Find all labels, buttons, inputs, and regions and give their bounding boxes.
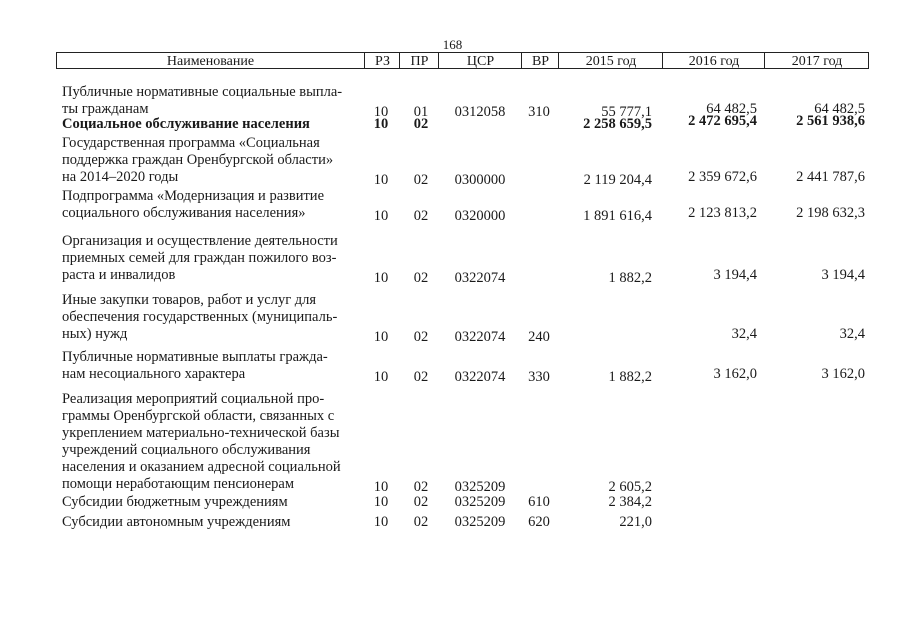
cell-y2017: 3 194,4 <box>821 267 865 283</box>
cell-rz: 10 <box>373 208 389 224</box>
cell-pr: 02 <box>413 116 429 132</box>
cell-y2015: 2 605,2 <box>608 479 652 495</box>
cell-y2016: 3 162,0 <box>713 366 757 382</box>
row-name-line: приемных семей для граждан пожилого воз- <box>62 250 337 266</box>
row-name-line: Субсидии автономным учреждениям <box>62 514 291 530</box>
cell-vr: 240 <box>528 329 550 345</box>
row-name-line: обеспечения государственных (муниципаль- <box>62 309 338 325</box>
cell-vr: 610 <box>528 494 550 510</box>
cell-vr: 620 <box>528 514 550 530</box>
row-name-line: поддержка граждан Оренбургской области» <box>62 152 334 168</box>
header-name: Наименование <box>166 54 255 69</box>
cell-rz: 10 <box>373 494 389 510</box>
table-header <box>56 52 869 69</box>
cell-y2016: 2 472 695,4 <box>688 113 757 129</box>
row-name-line: Субсидии бюджетным учреждениям <box>62 494 288 510</box>
cell-rz: 10 <box>373 116 389 132</box>
cell-y2016: 2 359 672,6 <box>688 169 757 185</box>
row-name-line: помощи неработающим пенсионерам <box>62 476 294 492</box>
cell-pr: 02 <box>413 514 429 530</box>
cell-y2015: 1 882,2 <box>608 270 652 286</box>
cell-pr: 02 <box>413 369 429 385</box>
row-name-line: Публичные нормативные выплаты гражда- <box>62 349 328 365</box>
row-name-line: Подпрограмма «Модернизация и развитие <box>62 188 324 204</box>
cell-rz: 10 <box>373 329 389 345</box>
row-name-line: раста и инвалидов <box>62 267 176 283</box>
cell-csr: 0322074 <box>454 329 506 345</box>
header-rz: РЗ <box>364 53 400 68</box>
row-name-line: учреждений социального обслуживания <box>62 442 311 458</box>
row-name-line: Государственная программа «Социальная <box>62 135 320 151</box>
row-name-line: Организация и осуществление деятельности <box>62 233 338 249</box>
cell-y2015: 2 119 204,4 <box>583 172 652 188</box>
cell-y2015: 2 384,2 <box>608 494 652 510</box>
cell-y2015: 1 891 616,4 <box>583 208 652 224</box>
cell-pr: 01 <box>413 104 429 120</box>
cell-pr: 02 <box>413 270 429 286</box>
cell-pr: 02 <box>413 208 429 224</box>
cell-csr: 0325209 <box>454 514 506 530</box>
cell-rz: 10 <box>373 369 389 385</box>
cell-y2016: 2 123 813,2 <box>688 205 757 221</box>
cell-y2017: 2 198 632,3 <box>796 205 865 221</box>
cell-y2016: 64 482,5 <box>706 101 757 117</box>
row-name-line: Реализация мероприятий социальной про- <box>62 391 325 407</box>
cell-pr: 02 <box>413 172 429 188</box>
row-name-line: Публичные нормативные социальные выпла- <box>62 84 343 100</box>
cell-csr: 0325209 <box>454 494 506 510</box>
row-name-line: на 2014–2020 годы <box>62 169 179 185</box>
cell-pr: 02 <box>413 494 429 510</box>
cell-y2017: 2 561 938,6 <box>796 113 865 129</box>
page-number: 168 <box>442 37 463 52</box>
row-name-line: Социальное обслуживание населения <box>62 116 310 132</box>
cell-y2016: 3 194,4 <box>713 267 757 283</box>
cell-csr: 0300000 <box>454 172 506 188</box>
cell-rz: 10 <box>373 104 389 120</box>
row-name-line: нам несоциального характера <box>62 366 246 382</box>
header-csr: ЦСР <box>438 53 522 68</box>
row-name-line: Иные закупки товаров, работ и услуг для <box>62 292 317 308</box>
cell-csr: 0312058 <box>454 104 506 120</box>
cell-pr: 02 <box>413 329 429 345</box>
cell-y2015: 2 258 659,5 <box>583 116 652 132</box>
row-name-line: граммы Оренбургской области, связанных с <box>62 408 335 424</box>
row-name-line: ных) нужд <box>62 326 128 342</box>
cell-y2017: 3 162,0 <box>821 366 865 382</box>
cell-y2017: 2 441 787,6 <box>796 169 865 185</box>
header-2015: 2015 год <box>558 53 663 68</box>
cell-rz: 10 <box>373 172 389 188</box>
cell-rz: 10 <box>373 270 389 286</box>
cell-y2017: 32,4 <box>839 326 865 342</box>
cell-csr: 0322074 <box>454 270 506 286</box>
cell-y2017: 64 482,5 <box>814 101 865 117</box>
row-name-line: населения и оказанием адресной социальной <box>62 459 341 475</box>
cell-csr: 0325209 <box>454 479 506 495</box>
cell-rz: 10 <box>373 479 389 495</box>
cell-pr: 02 <box>413 479 429 495</box>
cell-y2015: 1 882,2 <box>608 369 652 385</box>
cell-vr: 310 <box>528 104 550 120</box>
row-name-line: ты гражданам <box>62 101 149 117</box>
cell-rz: 10 <box>373 514 389 530</box>
header-pr: ПР <box>399 53 439 68</box>
cell-y2015: 55 777,1 <box>601 104 652 120</box>
cell-csr: 0320000 <box>454 208 506 224</box>
cell-vr: 330 <box>528 369 550 385</box>
header-vr: ВР <box>521 53 559 68</box>
row-name-line: укреплением материально-технической базы <box>62 425 340 441</box>
header-2016: 2016 год <box>662 53 765 68</box>
row-name-line: социального обслуживания населения» <box>62 205 306 221</box>
cell-y2016: 32,4 <box>731 326 757 342</box>
header-2017: 2017 год <box>764 53 869 68</box>
cell-y2015: 221,0 <box>619 514 652 530</box>
cell-csr: 0322074 <box>454 369 506 385</box>
